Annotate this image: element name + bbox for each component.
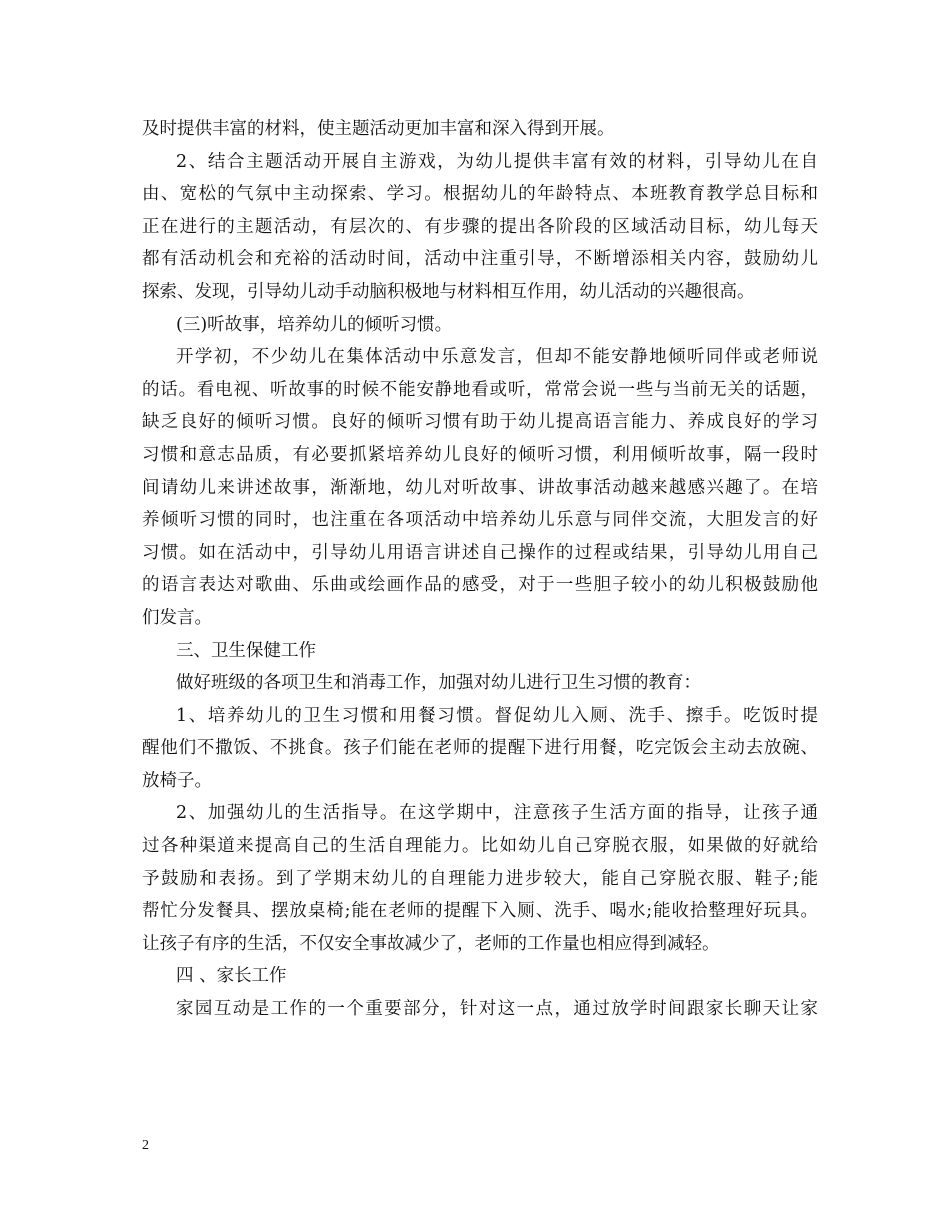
text-line: 让孩子有序的生活，不仅安全事故减少了，老师的工作量也相应得到减轻。 [142, 933, 720, 954]
text-line: 家园互动是工作的一个重要部分，针对这一点，通过放学时间跟家长聊天让家 [176, 999, 818, 1020]
page-number: 2 [142, 1138, 149, 1153]
text-line: 习惯和意志品质，有必要抓紧培养幼儿良好的倾听习惯，利用倾听故事，隔一段时 [142, 444, 818, 465]
text-line: 的语言表达对歌曲、乐曲或绘画作品的感受，对于一些胆子较小的幼儿积极鼓励他 [142, 575, 818, 596]
text-line: 们发言。 [142, 607, 212, 628]
text-line: 间请幼儿来讲述故事，渐渐地，幼儿对听故事、讲故事活动越来越感兴趣了。在培 [142, 477, 818, 498]
text-line: 习惯。如在活动中，引导幼儿用语言讲述自己操作的过程或结果，引导幼儿用自己 [142, 542, 818, 563]
section-heading: (三)听故事，培养幼儿的倾听习惯。 [176, 314, 453, 335]
document-body [142, 113, 818, 1026]
text-line: 都有活动机会和充裕的活动时间，活动中注重引导，不断增添相关内容，鼓励幼儿 [142, 249, 818, 270]
text-line: 及时提供丰富的材料，使主题活动更加丰富和深入得到开展。 [142, 119, 615, 139]
text-line: 由、宽松的气氛中主动探索、学习。根据幼儿的年龄特点、本班教育教学总目标和 [142, 184, 818, 205]
text-line: 2、结合主题活动开展自主游戏，为幼儿提供丰富有效的材料，引导幼儿在自 [176, 151, 818, 172]
text-line: 探索、发现，引导幼儿动手动脑积极地与材料相互作用，幼儿活动的兴趣很高。 [142, 281, 755, 302]
text-line: 正在进行的主题活动，有层次的、有步骤的提出各阶段的区域活动目标，幼儿每天 [142, 216, 818, 237]
text-line: 1、培养幼儿的卫生习惯和用餐习惯。督促幼儿入厕、洗手、擦手。吃饭时提 [176, 705, 818, 726]
text-line: 放椅子。 [142, 770, 212, 791]
text-line: 养倾听习惯的同时，也注重在各项活动中培养幼儿乐意与同伴交流，大胆发言的好 [142, 510, 818, 531]
text-line: 帮忙分发餐具、摆放桌椅;能在老师的提醒下入厕、洗手、喝水;能收拾整理好玩具。 [142, 901, 818, 922]
text-line: 的话。看电视、听故事的时候不能安静地看或听，常常会说一些与当前无关的话题， [142, 379, 818, 400]
section-heading: 三、卫生保健工作 [176, 640, 316, 661]
text-line: 开学初，不少幼儿在集体活动中乐意发言，但却不能安静地倾听同伴或老师说 [176, 347, 818, 368]
text-line: 过各种渠道来提高自己的生活自理能力。比如幼儿自己穿脱衣服，如果做的好就给 [142, 836, 818, 857]
section-heading: 四 、家长工作 [176, 966, 287, 987]
text-line: 做好班级的各项卫生和消毒工作，加强对幼儿进行卫生习惯的教育： [176, 673, 701, 694]
text-line: 予鼓励和表扬。到了学期末幼儿的自理能力进步较大，能自己穿脱衣服、鞋子;能 [142, 868, 818, 889]
text-line: 缺乏良好的倾听习惯。良好的倾听习惯有助于幼儿提高语言能力、养成良好的学习 [142, 412, 818, 433]
text-line: 2、加强幼儿的生活指导。在这学期中，注意孩子生活方面的指导，让孩子通 [176, 803, 818, 824]
text-line: 醒他们不撒饭、不挑食。孩子们能在老师的提醒下进行用餐，吃完饭会主动去放碗、 [142, 738, 818, 759]
